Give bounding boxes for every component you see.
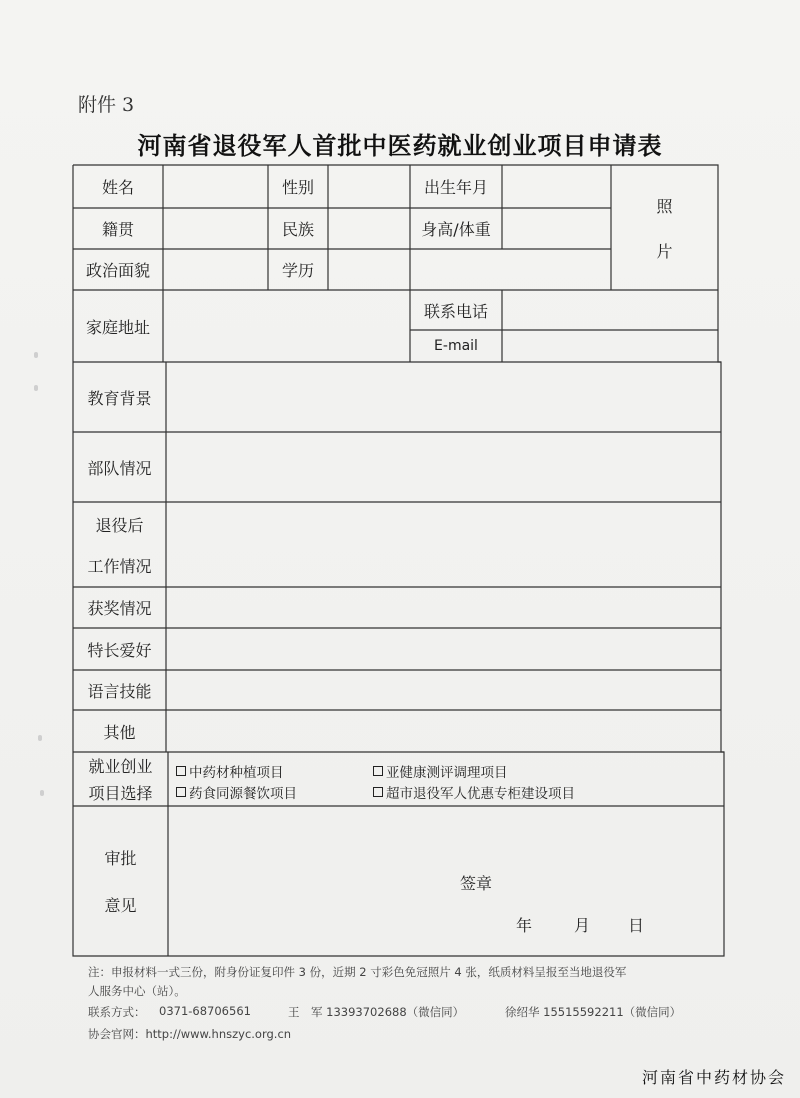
- note-line-1: 注：申报材料一式三份，附身份证复印件 3 份，近期 2 寸彩色免冠照片 4 张，纸质材料呈报至当地退役军: [88, 965, 627, 979]
- label-gender: 性别: [281, 178, 314, 197]
- label-hobbies: 特长爱好: [87, 640, 152, 660]
- option-supermarket-counter-label: 超市退役军人优惠专柜建设项目: [386, 786, 575, 802]
- label-post-retirement-work: [73, 502, 166, 587]
- label-email: E-mail: [434, 338, 478, 354]
- name-input[interactable]: [163, 165, 268, 208]
- label-home-address: 家庭地址: [85, 317, 150, 337]
- date-month-label: 月: [573, 915, 590, 935]
- label-native-place: 籍贯: [101, 220, 134, 239]
- gender-input[interactable]: [328, 165, 410, 208]
- checkbox-icon[interactable]: [176, 787, 186, 797]
- label-project-line1: 就业创业: [88, 757, 153, 776]
- native-place-input[interactable]: [163, 208, 268, 249]
- email-input[interactable]: [502, 330, 718, 362]
- label-awards: 获奖情况: [87, 599, 152, 618]
- height-weight-input[interactable]: [502, 208, 611, 249]
- date-year-label: 年: [515, 915, 532, 935]
- language-skills-input[interactable]: [166, 670, 721, 710]
- attachment-label: 附件 3: [78, 94, 135, 116]
- post-retirement-work-input[interactable]: [166, 502, 721, 587]
- organization-name: 河南省中药材协会: [641, 1068, 786, 1087]
- photo-label-1: 照: [656, 196, 673, 216]
- education-level-input[interactable]: [328, 249, 410, 290]
- label-approval: [73, 806, 168, 956]
- education-background-input[interactable]: [166, 362, 721, 432]
- birth-date-input[interactable]: [502, 165, 611, 208]
- label-birth-date: 出生年月: [423, 178, 488, 197]
- phone-input[interactable]: [502, 290, 718, 330]
- option-food-medicine[interactable]: [176, 782, 297, 802]
- hobbies-input[interactable]: [166, 628, 721, 670]
- label-language-skills: 语言技能: [87, 681, 152, 701]
- note-line-2: 人服务中心（站）。: [88, 984, 186, 998]
- contact-person-wang: 王 军 13393702688（微信同）: [288, 1005, 465, 1019]
- option-herb-planting[interactable]: [176, 761, 284, 781]
- label-military-service: 部队情况: [87, 458, 152, 478]
- label-phone: 联系电话: [423, 301, 488, 321]
- checkbox-icon[interactable]: [373, 766, 383, 776]
- contact-phone: 0371-68706561: [159, 1004, 251, 1018]
- option-supermarket-counter[interactable]: [373, 782, 575, 802]
- ethnicity-input[interactable]: [328, 208, 410, 249]
- website-line: 协会官网：http://www.hnszyc.org.cn: [88, 1027, 292, 1041]
- label-approval-line2: 意见: [104, 896, 137, 915]
- awards-input[interactable]: [166, 587, 721, 628]
- contact-label: 联系方式：: [88, 1005, 146, 1019]
- home-address-input[interactable]: [163, 290, 410, 362]
- label-education-background: 教育背景: [87, 388, 152, 408]
- date-day-label: 日: [627, 915, 644, 935]
- photo-label-2: 片: [656, 241, 673, 261]
- label-approval-line1: 审批: [104, 849, 137, 868]
- label-name: 姓名: [101, 178, 134, 197]
- label-post-retirement-line2: 工作情况: [87, 556, 152, 576]
- label-post-retirement-line1: 退役后: [95, 515, 144, 535]
- option-subhealth-label: 亚健康测评调理项目: [386, 765, 508, 781]
- label-project-selection: [73, 752, 168, 806]
- checkbox-icon[interactable]: [176, 766, 186, 776]
- label-height-weight: 身高/体重: [421, 220, 491, 239]
- photo-box[interactable]: [611, 165, 718, 290]
- option-herb-planting-label: 中药材种植项目: [189, 765, 284, 781]
- contact-person-xu: 徐绍华 15515592211（微信同）: [505, 1005, 682, 1019]
- option-food-medicine-label: 药食同源餐饮项目: [189, 786, 297, 802]
- option-subhealth[interactable]: [373, 761, 508, 781]
- political-status-input[interactable]: [163, 249, 268, 290]
- label-education-level: 学历: [281, 261, 314, 280]
- checkbox-icon[interactable]: [373, 787, 383, 797]
- label-project-line2: 项目选择: [88, 784, 153, 803]
- extra-input[interactable]: [410, 249, 611, 290]
- seal-label: 签章: [459, 873, 492, 893]
- other-input[interactable]: [166, 710, 721, 752]
- label-political-status: 政治面貌: [85, 261, 150, 280]
- label-other: 其他: [103, 722, 136, 742]
- label-ethnicity: 民族: [281, 220, 314, 239]
- military-service-input[interactable]: [166, 432, 721, 502]
- page-title: 河南省退役军人首批中医药就业创业项目申请表: [137, 131, 663, 160]
